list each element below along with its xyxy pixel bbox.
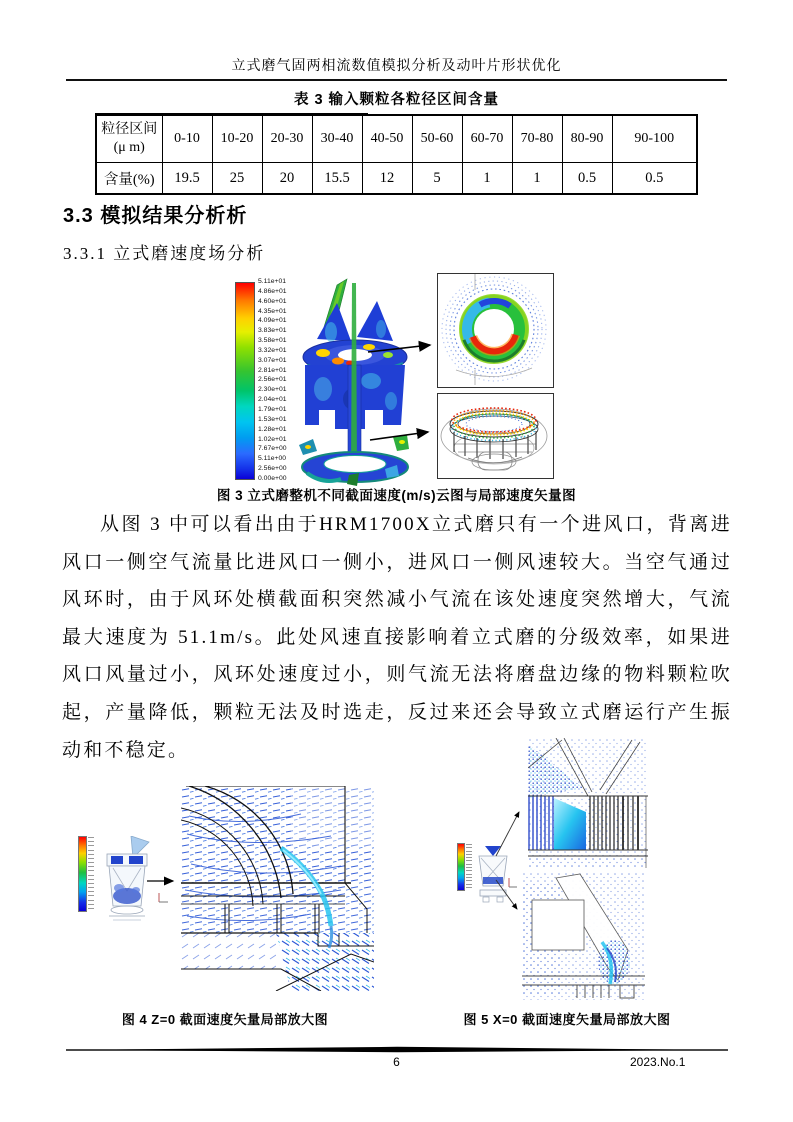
table3-value-cell: 20 (262, 163, 312, 195)
header-rule (66, 79, 727, 81)
figure5-caption: 图 5 X=0 截面速度矢量局部放大图 (463, 1012, 671, 1027)
colorbar-label: 0.00e+00 (258, 474, 287, 482)
table3-header-cell: 50-60 (412, 115, 462, 163)
table3-top-border-accent (95, 113, 368, 116)
table3-header-cell: 10-20 (212, 115, 262, 163)
table3-header-cell: 30-40 (312, 115, 362, 163)
figure4-vector-plot (181, 786, 374, 991)
colorbar-label: 2.56e+01 (258, 376, 287, 384)
figure5-arrow-down (492, 876, 524, 916)
table3-value-cell: 0.5 (612, 163, 697, 195)
colorbar-label: 3.32e+01 (258, 346, 287, 354)
table3-value-cell: 19.5 (162, 163, 212, 195)
figure5-arrow-up (492, 806, 528, 860)
colorbar-label: 2.04e+01 (258, 396, 287, 404)
figure4-axis-triad-icon (156, 890, 170, 904)
figure3-colorbar (235, 282, 255, 480)
running-head-title: 立式磨气固两相流数值模拟分析及动叶片形状优化 (231, 59, 562, 74)
table3-header-cell: 90-100 (612, 115, 697, 163)
table3-value-cell: 5 (412, 163, 462, 195)
figure4-colorbar (78, 836, 87, 912)
particle-size-table (95, 114, 698, 195)
footer-issue-label: 2023.No.1 (630, 1055, 686, 1069)
colorbar-label: 3.83e+01 (258, 327, 287, 335)
subsection-heading-3-3-1: 3.3.1 立式磨速度场分析 (63, 244, 266, 263)
colorbar-label: 4.09e+01 (258, 317, 287, 325)
colorbar-label: 3.07e+01 (258, 356, 287, 364)
figure3-colorbar-labels (258, 278, 287, 482)
colorbar-label: 2.81e+01 (258, 366, 287, 374)
colorbar-label: 1.28e+01 (258, 425, 287, 433)
colorbar-label: 4.35e+01 (258, 307, 287, 315)
colorbar-label: 1.53e+01 (258, 415, 287, 423)
figure3-ring-vector-image (438, 274, 551, 385)
footer-page-number: 6 (393, 1055, 400, 1069)
figure3-arrow-top (366, 338, 440, 356)
table3-value-cell: 0.5 (562, 163, 612, 195)
section-heading-3-3: 3.3 模拟结果分析析 (63, 205, 248, 227)
colorbar-label: 1.02e+01 (258, 435, 287, 443)
table3-header-cell: 0-10 (162, 115, 212, 163)
colorbar-label: 4.86e+01 (258, 287, 287, 295)
figure3-caption: 图 3 立式磨整机不同截面速度(m/s)云图与局部速度矢量图 (216, 488, 577, 503)
table3-caption: 表 3 输入颗粒各粒径区间含量 (293, 92, 500, 108)
table3-value-cell: 15.5 (312, 163, 362, 195)
table3-rowhead-line2: (μ m) (113, 140, 145, 155)
figure4-caption: 图 4 Z=0 截面速度矢量局部放大图 (121, 1012, 329, 1027)
figure3-mill-contour-image (293, 277, 438, 487)
figure5-top-vector-plot (528, 738, 648, 868)
table3-rowhead-cell (96, 115, 162, 163)
table3-value-cell: 1 (512, 163, 562, 195)
figure5-colorbar (457, 843, 465, 891)
colorbar-label: 3.58e+01 (258, 337, 287, 345)
colorbar-label: 5.11e+01 (258, 278, 287, 285)
colorbar-label: 5.11e+00 (258, 455, 287, 463)
colorbar-label: 2.56e+00 (258, 465, 287, 473)
figure3-arrow-bottom (368, 424, 440, 444)
footer-rule (66, 1046, 728, 1053)
table3-header-cell: 20-30 (262, 115, 312, 163)
colorbar-label: 7.67e+00 (258, 445, 287, 453)
table3-value-row (96, 163, 697, 195)
figure4-arrow (146, 874, 182, 888)
colorbar-label: 4.60e+01 (258, 297, 287, 305)
figure4-colorbar-ticks (88, 837, 94, 909)
figure5-bottom-vector-plot (522, 872, 645, 1000)
table3-header-cell: 60-70 (462, 115, 512, 163)
table3-header-cell: 70-80 (512, 115, 562, 163)
table3-rowhead-line1: 粒径区间 (101, 122, 158, 137)
figure4-mill-locator-icon (103, 836, 151, 928)
table3-header-cell: 80-90 (562, 115, 612, 163)
table3-header-cell: 40-50 (362, 115, 412, 163)
figure3-rim-vector-image (438, 394, 551, 476)
table3-header-row (96, 115, 697, 163)
body-paragraph: 从图 3 中可以看出由于HRM1700X立式磨只有一个进风口，背离进风口一侧空气流量比进风口一侧小，进风口一侧风速较大。当空气通过风环时，由于风环处横截面积突然减小气流在该处速度突然增大，气流最大速度为 51.1m/s。此处风速直接影响着立式磨的分级效率，如果进风口风量过小，风环处速度过小，则气流无法将磨盘边缘的物料颗粒吹起，产量降低，颗粒无法及时选走，反过来还会导致立式磨运行产生振动和不稳定。 (62, 514, 732, 761)
figure5-colorbar-ticks (466, 844, 472, 888)
colorbar-label: 1.79e+01 (258, 405, 287, 413)
table3-value-cell: 12 (362, 163, 412, 195)
table3-value-cell: 1 (462, 163, 512, 195)
table3-value-cell: 25 (212, 163, 262, 195)
colorbar-label: 2.30e+01 (258, 386, 287, 394)
table3-rowhead2-cell: 含量(%) (96, 163, 162, 195)
